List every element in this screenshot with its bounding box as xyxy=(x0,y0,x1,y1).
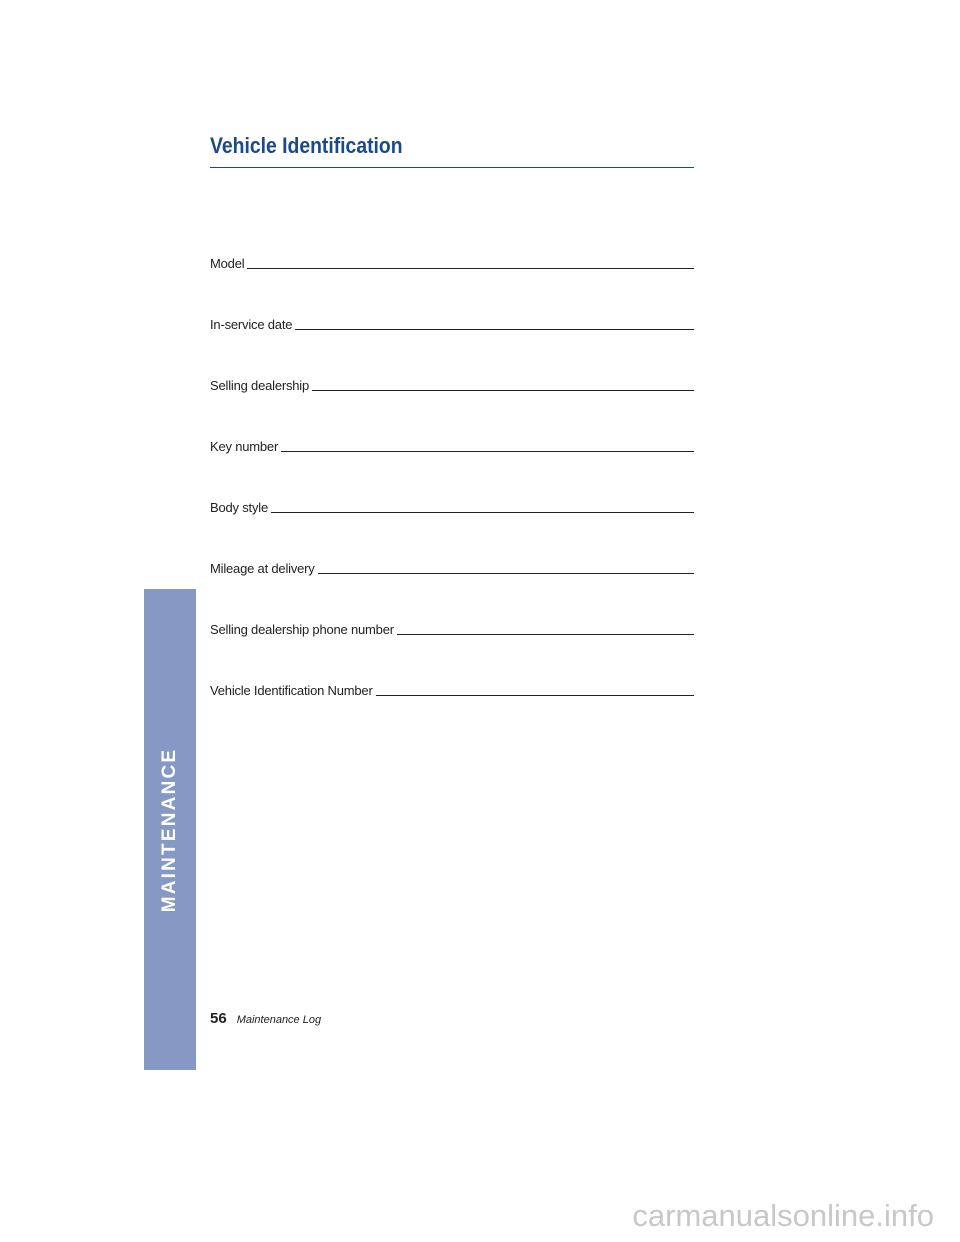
field-mileage-at-delivery xyxy=(210,559,694,576)
section-side-tab-label-wrap xyxy=(144,589,196,1070)
field-blank-body-style[interactable] xyxy=(271,512,694,513)
field-label-body-style: Body style xyxy=(210,500,268,515)
field-label-model: Model xyxy=(210,256,245,271)
watermark: carmanualsonline.info xyxy=(632,1198,934,1233)
field-blank-in-service-date[interactable] xyxy=(295,329,694,330)
field-label-selling-dealership: Selling dealership xyxy=(210,378,310,393)
page-footer xyxy=(210,1010,321,1027)
page-number: 56 xyxy=(210,1010,227,1027)
field-blank-selling-dealership[interactable] xyxy=(312,390,694,391)
field-dealership-phone xyxy=(210,620,694,637)
field-in-service-date xyxy=(210,315,694,332)
footer-section-name: Maintenance Log xyxy=(236,1014,322,1026)
field-blank-dealership-phone[interactable] xyxy=(397,634,694,635)
identification-form xyxy=(210,254,694,698)
field-model xyxy=(210,254,694,271)
field-label-in-service-date: In-service date xyxy=(210,317,293,332)
field-blank-model[interactable] xyxy=(247,268,694,269)
field-selling-dealership xyxy=(210,376,694,393)
field-body-style xyxy=(210,498,694,515)
section-side-tab-label: MAINTENANCE xyxy=(159,747,180,912)
page-title: Vehicle Identification xyxy=(210,133,403,158)
field-blank-key-number[interactable] xyxy=(281,451,694,452)
field-label-dealership-phone: Selling dealership phone number xyxy=(210,622,394,637)
field-key-number xyxy=(210,437,694,454)
field-label-mileage-at-delivery: Mileage at delivery xyxy=(210,561,315,576)
field-vin xyxy=(210,681,694,698)
field-blank-mileage-at-delivery[interactable] xyxy=(318,573,694,574)
field-label-key-number: Key number xyxy=(210,439,279,454)
field-label-vin: Vehicle Identification Number xyxy=(210,683,373,698)
field-blank-vin[interactable] xyxy=(376,695,694,696)
title-divider xyxy=(210,167,694,168)
